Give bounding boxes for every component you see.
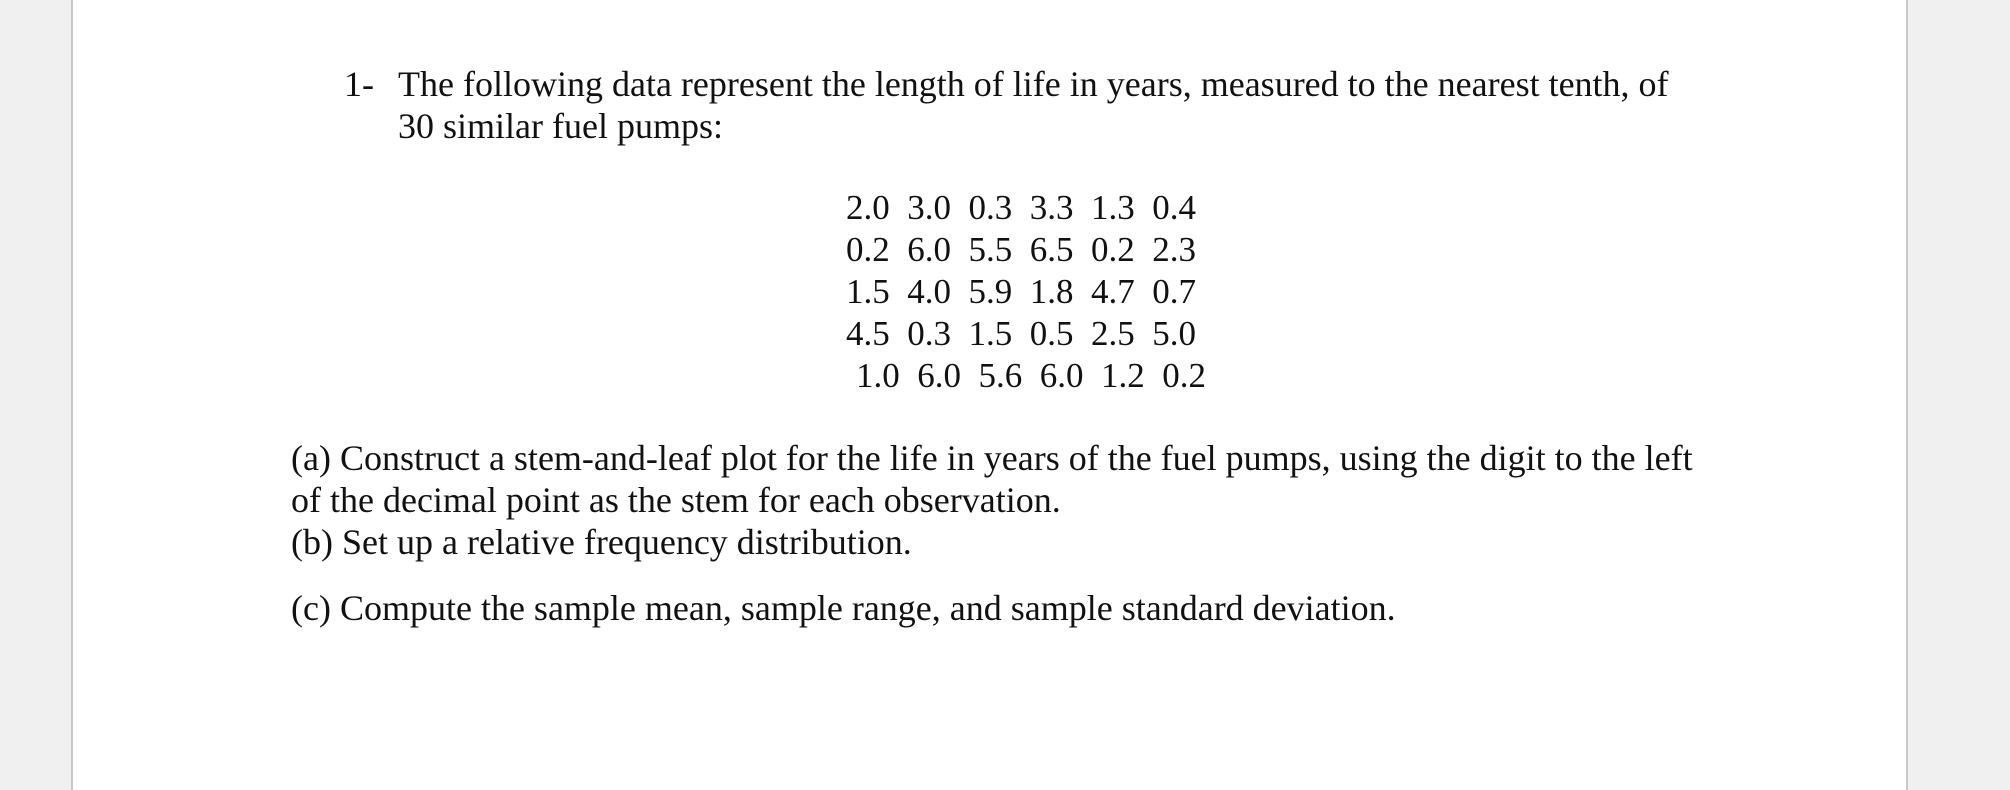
data-row-1: 2.0 3.0 0.3 3.3 1.3 0.4 [846,188,1196,227]
data-row-3: 1.5 4.0 5.9 1.8 4.7 0.7 [846,272,1196,311]
question-intro [398,63,1798,147]
intro-line-1: The following data represent the length of life in years, measured to the nearest tenth, of [398,64,1669,104]
data-row-2: 0.2 6.0 5.5 6.5 0.2 2.3 [846,230,1196,269]
fuel-pump-data-table [846,187,1206,397]
part-b: (b) Set up a relative frequency distribution. [291,522,912,562]
part-c: (c) Compute the sample mean, sample range, and sample standard deviation. [291,588,1396,628]
data-row-5: 1.0 6.0 5.6 6.0 1.2 0.2 [856,356,1206,395]
intro-line-2: 30 similar fuel pumps: [398,106,723,146]
part-a-line-1: (a) Construct a stem-and-leaf plot for the life in years of the fuel pumps, using the digit to the left [291,438,1693,478]
document-page [71,0,1908,790]
part-a-line-2: of the decimal point as the stem for each observation. [291,480,1061,520]
question-parts [291,437,1791,563]
data-row-4: 4.5 0.3 1.5 0.5 2.5 5.0 [846,314,1196,353]
question-number: 1- [344,64,374,104]
